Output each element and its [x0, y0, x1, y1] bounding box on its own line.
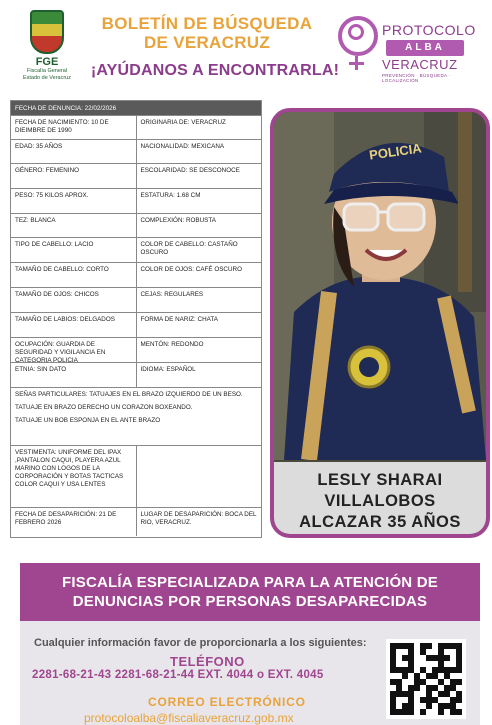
form-cell: TIPO DE CABELLO: LACIO — [15, 241, 94, 248]
form-row — [11, 214, 261, 238]
form-header-row — [11, 101, 261, 116]
senas-line-2: TATUAJE EN BRAZO DERECHO UN CORAZON BOXEANDO. — [15, 404, 193, 411]
bulletin-title-line2: DE VERACRUZ — [143, 33, 271, 52]
alba-tagline: PREVENCIÓN · BÚSQUEDA · LOCALIZACIÓN — [382, 73, 451, 83]
lugar-desaparicion: LUGAR DE DESAPARICIÓN: BOCA DEL RIO, VERACRUZ. — [136, 508, 262, 536]
form-row — [11, 189, 261, 214]
form-cell: CEJAS: REGULARES — [136, 288, 262, 312]
desaparicion-row — [11, 508, 261, 536]
fge-logo-text: FGE — [35, 56, 59, 68]
fecha-desaparicion: FECHA DE DESAPARICIÓN: 21 DE FEBRERO 2026 — [15, 511, 117, 526]
email-label: CORREO ELECTRÓNICO — [148, 695, 306, 709]
form-row — [11, 140, 261, 164]
fiscalia-banner — [20, 563, 480, 621]
form-cell: ESCOLARIDAD: SE DESCONOCE — [136, 164, 262, 188]
form-row — [11, 363, 261, 388]
form-cell: ORIGINARIA DE: VERACRUZ — [136, 116, 262, 139]
cap-text: POLICIA — [368, 140, 423, 163]
header — [0, 0, 492, 92]
banner-line1: FISCALÍA ESPECIALIZADA PARA LA ATENCIÓN DE — [62, 574, 438, 591]
banner-line2: DENUNCIAS POR PERSONAS DESAPARECIDAS — [72, 593, 428, 610]
vestimenta-row — [11, 446, 261, 508]
bulletin-title-line1: BOLETÍN DE BÚSQUEDA — [101, 14, 313, 33]
person-name-line1: LESLY SHARAI — [317, 471, 443, 489]
protocolo-alba-logo — [336, 12, 486, 83]
bulletin-title — [92, 14, 322, 52]
info-text: Cualquier información favor de proporcionarla a los siguientes: — [34, 637, 367, 649]
form-cell: NACIONALIDAD: MEXICANA — [136, 140, 262, 163]
email-link[interactable]: protocoloalba@fiscaliaveracruz.gob.mx — [84, 711, 294, 725]
form-cell: TAMAÑO DE CABELLO: CORTO — [15, 266, 109, 273]
form-row — [11, 288, 261, 313]
form-row — [11, 164, 261, 189]
form-cell: TAMAÑO DE LABIOS: DELGADOS — [15, 316, 115, 323]
alba-word-protocolo: PROTOCOLO — [382, 22, 476, 38]
phone-label: TELÉFONO — [170, 654, 245, 669]
fge-sub1: Fiscalía General — [26, 68, 68, 74]
form-cell: FORMA DE NARIZ: CHATA — [136, 313, 262, 337]
fge-sub2: Estado de Veracruz — [22, 75, 71, 81]
alba-word-alba: ALBA — [386, 40, 464, 56]
senas-line-3: TATUAJE UN BOB ESPONJA EN EL ANTE BRAZO — [15, 417, 161, 424]
person-name-box — [274, 462, 486, 538]
fge-logo — [14, 10, 80, 82]
form-cell: EDAD: 35 AÑOS — [15, 143, 63, 150]
senas-line-1: SEÑAS PARTICULARES: TATUAJES EN EL BRAZO IZQUIERDO DE UN BESO. — [15, 391, 243, 398]
form-cell: MENTÓN: REDONDO — [136, 338, 262, 362]
form-cell: TEZ: BLANCA — [15, 217, 56, 224]
phone-numbers[interactable]: 2281-68-21-43 2281-68-21-44 EXT. 4044 o EXT. 4045 — [32, 669, 324, 681]
help-find-heading: ¡AYÚDANOS A ENCONTRARLA! — [90, 62, 340, 79]
form-cell: TAMAÑO DE OJOS: CHICOS — [15, 291, 99, 298]
form-cell: ETNIA: SIN DATO — [15, 366, 67, 373]
missing-person-photo-frame — [270, 108, 490, 538]
fecha-denuncia: FECHA DE DENUNCIA: 22/02/2026 — [15, 105, 117, 112]
form-cell: COLOR DE CABELLO: CASTAÑO OSCURO — [136, 238, 262, 262]
form-row — [11, 313, 261, 338]
person-name-line2: VILLALOBOS — [324, 492, 436, 510]
form-row — [11, 116, 261, 140]
form-row — [11, 338, 261, 363]
person-name-line3: ALCAZAR 35 AÑOS — [299, 513, 461, 531]
form-cell: IDIOMA: ESPAÑOL — [136, 363, 262, 387]
form-cell: GÉNERO: FEMENINO — [15, 167, 80, 174]
form-cell: PESO: 75 KILOS APROX. — [15, 192, 89, 199]
vestimenta: VESTIMENTA: UNIFORME DEL IPAX ,PANTALON CAQUI, PLAYERA AZUL MARINO CON LOGOS DE LA CORPORACIÓN Y BOTAS TACTICAS COLOR CAQUI Y USA LENTES — [15, 449, 124, 488]
contact-panel — [20, 563, 480, 725]
form-cell: COLOR DE OJOS: CAFÉ OSCURO — [136, 263, 262, 287]
form-cell: OCUPACIÓN: GUARDIA DE SEGURIDAD Y VIGILANCIA EN CATEGORIA POLICIA — [15, 341, 106, 364]
female-symbol-icon — [348, 24, 364, 40]
senas-particulares-row — [11, 388, 261, 446]
form-row — [11, 238, 261, 263]
qr-code-icon[interactable] — [386, 639, 466, 719]
alba-word-veracruz: VERACRUZ — [382, 57, 458, 72]
veracruz-shield-icon — [30, 10, 64, 54]
form-cell: ESTATURA: 1.68 CM — [136, 189, 262, 213]
form-row — [11, 263, 261, 288]
vestimenta-blank — [136, 446, 262, 507]
form-cell: FECHA DE NACIMIENTO: 10 DE DIEIMBRE DE 1990 — [15, 119, 109, 134]
missing-person-form — [10, 100, 262, 538]
form-cell: COMPLEXIÓN: ROBUSTA — [136, 214, 262, 237]
